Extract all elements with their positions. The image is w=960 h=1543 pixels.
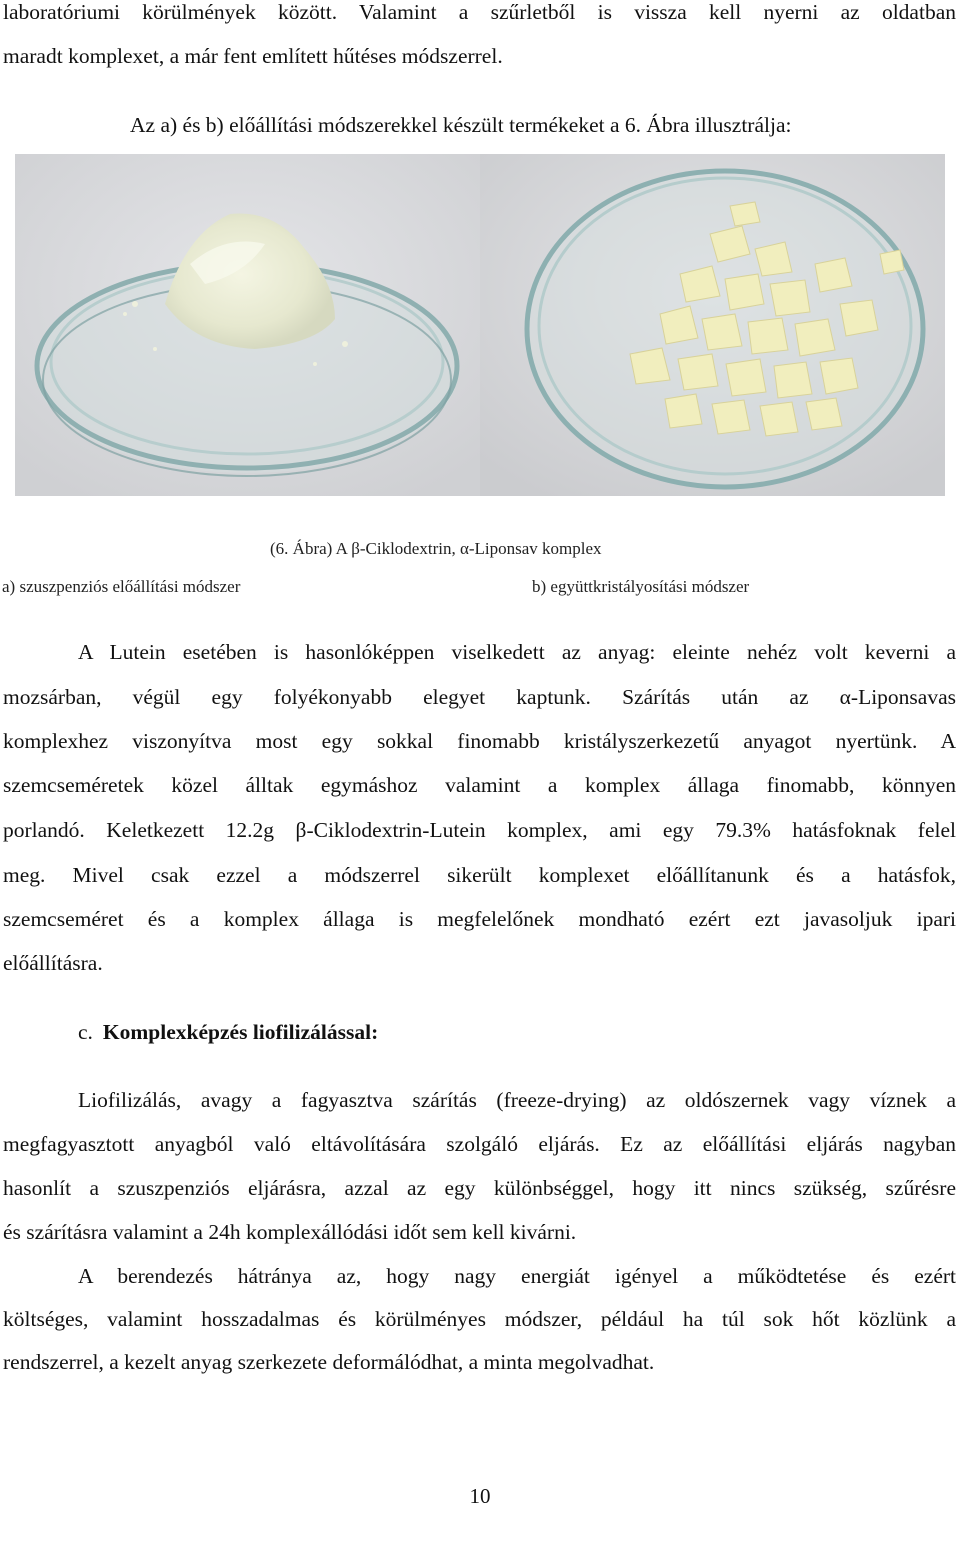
body-text-line: költséges, valamint hosszadalmas és körülményes módszer, például ha túl sok hőt közlünk a: [3, 1307, 956, 1331]
body-text-line: A Lutein esetében is hasonlóképpen viselkedett az anyag: eleinte nehéz volt keverni a: [78, 640, 956, 664]
body-text-line: porlandó. Keletkezett 12.2g β-Ciklodextrin-Lutein komplex, ami egy 79.3% hatásfoknak felel: [3, 818, 956, 842]
body-text-line: komplexhez viszonyítva most egy sokkal finomabb kristályszerkezetű anyagot nyertünk. A: [3, 729, 956, 753]
body-text-line: szemcseméretek közel álltak egymáshoz valamint a komplex állaga finomabb, könnyen: [3, 773, 956, 797]
figure-caption-b: b) együttkristályosítási módszer: [532, 577, 750, 596]
body-text-line: laboratóriumi körülmények között. Valamint a szűrletből is vissza kell nyerni az oldatban: [3, 0, 956, 24]
body-text-line: mozsárban, végül egy folyékonyabb elegyet kaptunk. Szárítás után az α-Liponsavas: [3, 685, 956, 709]
body-text-line: meg. Mivel csak ezzel a módszerrel sikerült komplexet előállítanunk és a hatásfok,: [3, 863, 956, 887]
figure-title: (6. Ábra) A β-Ciklodextrin, α-Liponsav komplex: [270, 539, 602, 558]
petri-dish-powder-photo: [15, 154, 480, 496]
body-text-line: maradt komplexet, a már fent említett hűtéses módszerrel.: [3, 44, 503, 68]
section-heading: [78, 1017, 378, 1047]
body-text-line: megfagyasztott anyagból való eltávolítására szolgáló eljárás. Ez az előállítási eljárás nagyban: [3, 1132, 956, 1156]
figure-photograph: [15, 154, 945, 496]
body-text-line: Liofilizálás, avagy a fagyasztva szárítás (freeze-drying) az oldószernek vagy víznek a: [78, 1088, 956, 1112]
page-number: 10: [469, 1484, 491, 1508]
body-text-line: rendszerrel, a kezelt anyag szerkezete deformálódhat, a minta megolvadhat.: [3, 1350, 655, 1374]
body-text-line: A berendezés hátránya az, hogy nagy energiát igényel a működtetése és ezért: [78, 1264, 956, 1288]
section-letter: c.: [78, 1020, 93, 1044]
body-text-line: előállításra.: [3, 951, 103, 975]
section-title: Komplexképzés liofilizálással:: [102, 1020, 379, 1044]
figure-caption-a: a) szuszpenziós előállítási módszer: [2, 577, 241, 596]
body-text-line: szemcseméret és a komplex állaga is megfelelőnek mondható ezért ezt javasoljuk ipari: [3, 907, 956, 931]
body-text-line: és szárításra valamint a 24h komplexállódási időt sem kell kivárni.: [3, 1220, 577, 1244]
petri-dish-crystals-photo: [480, 154, 945, 496]
body-text-line: hasonlít a szuszpenziós eljárásra, azzal az egy különbséggel, hogy itt nincs szükség, szűrésre: [3, 1176, 956, 1200]
figure-intro-text: Az a) és b) előállítási módszerekkel készült termékeket a 6. Ábra illusztrálja:: [130, 113, 792, 137]
